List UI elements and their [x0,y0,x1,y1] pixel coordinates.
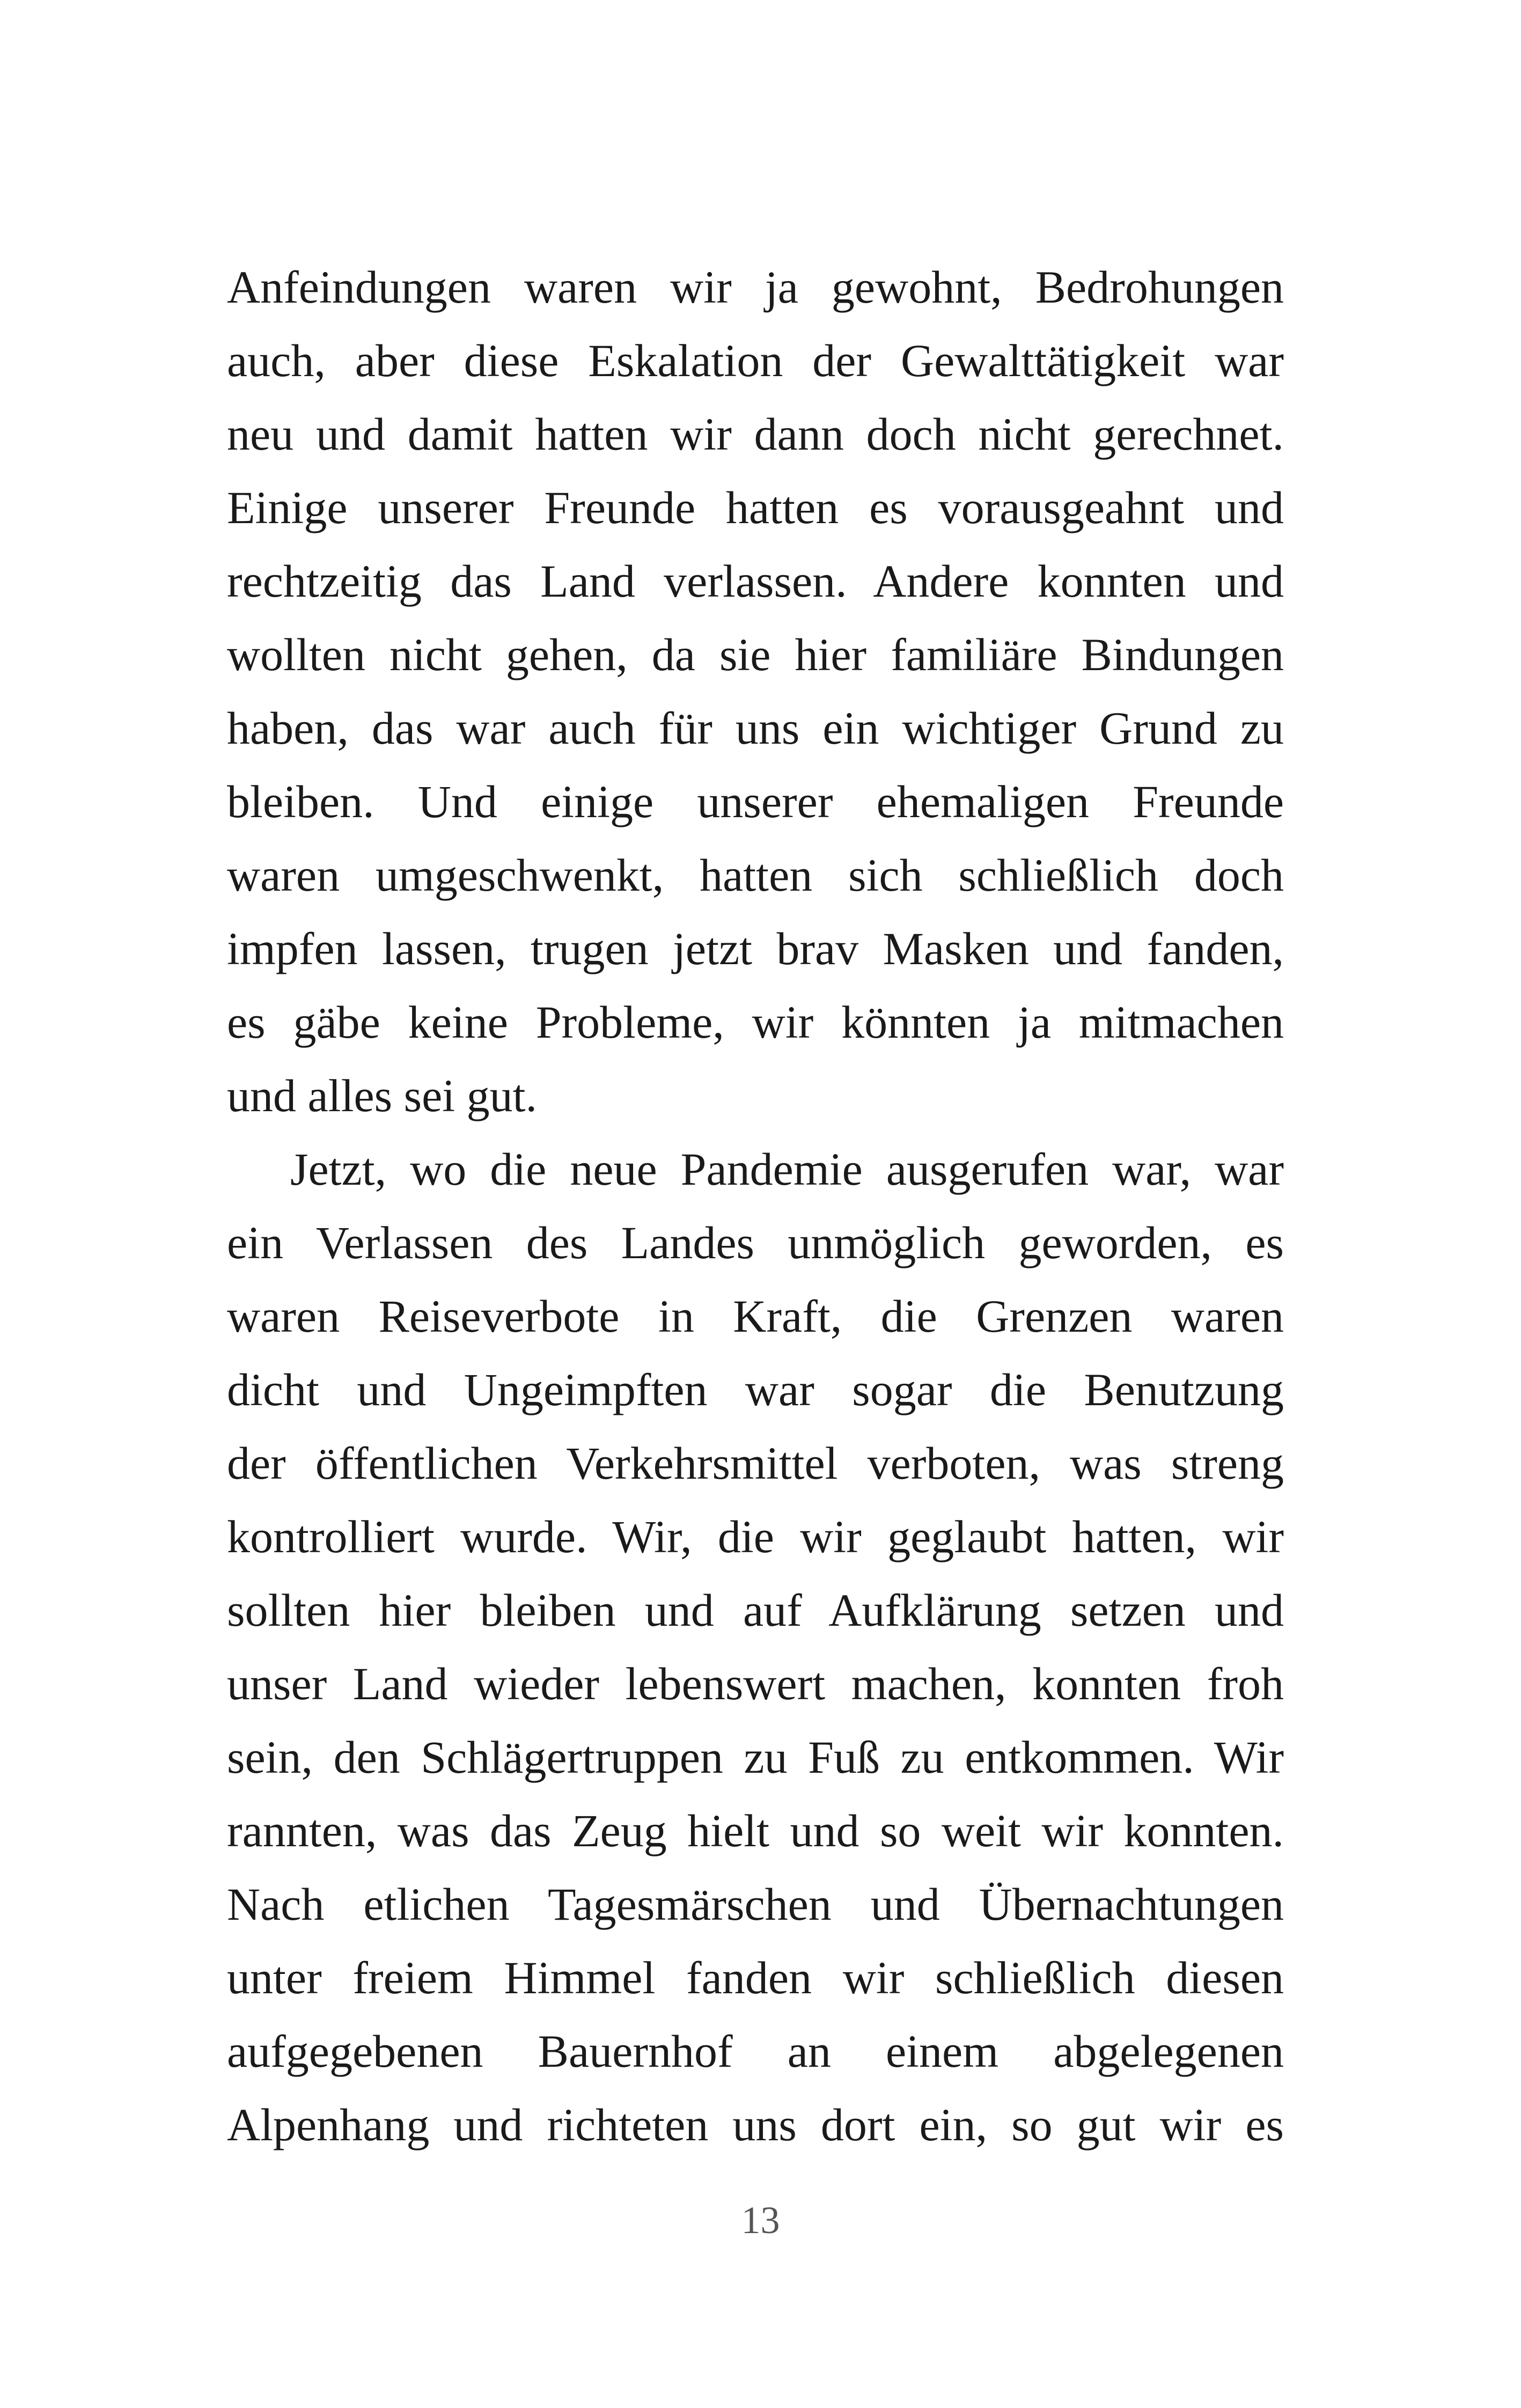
text-line: rechtzeitig das Land verlassen. Andere konnten und [227,557,1284,607]
text-line: kontrolliert wurde. Wir, die wir geglaubt hatten, wir [227,1513,1284,1562]
text-line: sein, den Schlägertruppen zu Fuß zu entkommen. Wir [227,1733,1284,1783]
text-line: neu und damit hatten wir dann doch nicht gerechnet. [227,410,1284,460]
text-line: dicht und Ungeimpften war sogar die Benutzung [227,1365,1284,1415]
text-line: ein Verlassen des Landes unmöglich geworden, es [227,1218,1284,1268]
text-line: rannten, was das Zeug hielt und so weit wir konnten. [227,1807,1284,1856]
text-line: Einige unserer Freunde hatten es vorausgeahnt und [227,483,1284,533]
text-line: sollten hier bleiben und auf Aufklärung setzen und [227,1586,1284,1636]
text-line: Alpenhang und richteten uns dort ein, so gut wir es [227,2101,1284,2150]
text-line: es gäbe keine Probleme, wir könnten ja mitmachen [227,998,1284,1048]
text-line: und alles sei gut. [227,1071,538,1121]
paragraph [227,263,1284,1145]
text-line: Anfeindungen waren wir ja gewohnt, Bedrohungen [227,263,1284,313]
text-line: haben, das war auch für uns ein wichtiger Grund zu [227,704,1284,754]
text-line: aufgegebenen Bauernhof an einem abgelegenen [227,2027,1284,2077]
text-line: impfen lassen, trugen jetzt brav Masken und fanden, [227,924,1284,974]
text-line: auch, aber diese Eskalation der Gewalttätigkeit war [227,336,1284,386]
text-line: bleiben. Und einige unserer ehemaligen Freunde [227,777,1284,827]
page-number: 13 [741,2199,780,2242]
paragraph [227,1145,1284,2174]
text-line: Nach etlichen Tagesmärschen und Übernachtungen [227,1880,1284,1930]
text-line: wollten nicht gehen, da sie hier familiäre Bindungen [227,630,1284,680]
text-line: waren Reiseverbote in Kraft, die Grenzen waren [227,1292,1284,1342]
text-line: der öffentlichen Verkehrsmittel verboten, was streng [227,1439,1284,1489]
text-line: Jetzt, wo die neue Pandemie ausgerufen war, war [290,1145,1284,1195]
text-line: unser Land wieder lebenswert machen, konnten froh [227,1660,1284,1709]
body-text [227,263,1284,2174]
text-line: waren umgeschwenkt, hatten sich schließlich doch [227,851,1284,901]
text-line: unter freiem Himmel fanden wir schließlich diesen [227,1954,1284,2003]
